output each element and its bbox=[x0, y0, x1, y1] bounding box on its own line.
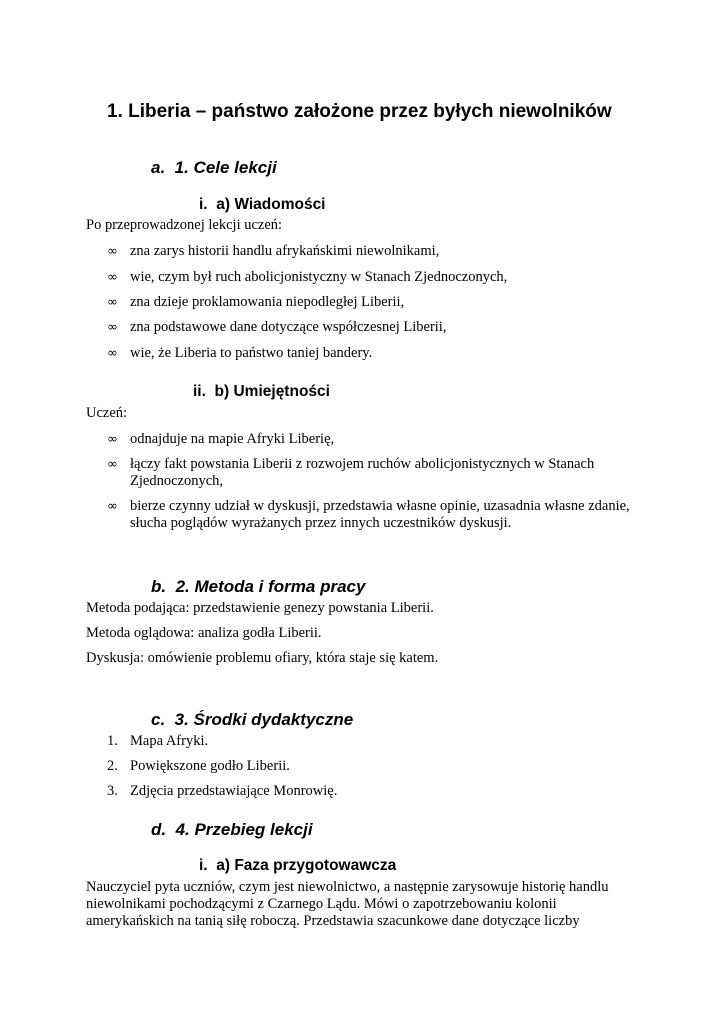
infinity-bullet-icon: ∞ bbox=[107, 499, 118, 514]
method-line: Metoda podająca: przedstawienie genezy powstania Liberii. bbox=[86, 600, 434, 616]
umiejetnosci-intro: Uczeń: bbox=[86, 405, 128, 421]
subsection-title: b) Umiejętności bbox=[214, 383, 330, 400]
list-item bbox=[107, 431, 647, 448]
list-item-text: Mapa Afryki. bbox=[130, 733, 209, 749]
list-item-text: zna zarys historii handlu afrykańskimi niewolnikami, bbox=[130, 243, 440, 259]
infinity-bullet-icon: ∞ bbox=[107, 346, 118, 361]
section-a-title: 1. Cele lekcji bbox=[174, 158, 277, 177]
paragraph-line: amerykańskich na tanią siłę roboczą. Przedstawia szacunkowe dane dotyczące liczby bbox=[86, 913, 580, 929]
list-item bbox=[107, 269, 647, 286]
list-item-text: odnajduje na mapie Afryki Liberię, bbox=[130, 431, 335, 447]
list-item bbox=[107, 783, 647, 800]
subsection-numeral: i. bbox=[199, 196, 208, 213]
subsection-title: a) Wiadomości bbox=[216, 196, 326, 213]
subsection-numeral: i. bbox=[199, 857, 208, 874]
list-item-text: wie, czym był ruch abolicjonistyczny w Stanach Zjednoczonych, bbox=[130, 269, 508, 285]
page-title: 1. Liberia – państwo założone przez byłych niewolników bbox=[107, 101, 612, 122]
infinity-bullet-icon: ∞ bbox=[107, 295, 118, 310]
list-item-text: wie, że Liberia to państwo taniej bandery. bbox=[130, 345, 373, 361]
section-c-heading bbox=[151, 710, 353, 730]
list-item-text: bierze czynny udział w dyskusji, przedstawia własne opinie, uzasadnia własne zdanie, słucha poglądów wyrażanych przez innych uczestników dyskusji. bbox=[130, 498, 630, 531]
list-item-text: Powiększone godło Liberii. bbox=[130, 758, 290, 774]
list-number: 1. bbox=[107, 733, 118, 749]
list-item bbox=[107, 733, 647, 750]
infinity-bullet-icon: ∞ bbox=[107, 432, 118, 447]
method-line: Dyskusja: omówienie problemu ofiary, która staje się katem. bbox=[86, 650, 439, 666]
infinity-bullet-icon: ∞ bbox=[107, 457, 118, 472]
list-item-text: zna dzieje proklamowania niepodległej Liberii, bbox=[130, 294, 405, 310]
subsection-wiadomosci-heading bbox=[199, 196, 326, 214]
list-item-text: Zdjęcia przedstawiające Monrowię. bbox=[130, 783, 338, 799]
section-d-letter: d. bbox=[151, 820, 167, 839]
list-item bbox=[107, 319, 647, 336]
list-item bbox=[107, 498, 647, 532]
section-b-letter: b. bbox=[151, 577, 167, 596]
wiadomosci-intro: Po przeprowadzonej lekcji uczeń: bbox=[86, 217, 283, 233]
section-a-heading bbox=[151, 158, 277, 178]
paragraph-line: Nauczyciel pyta uczniów, czym jest niewolnictwo, a następnie zarysowuje historię handlu bbox=[86, 879, 609, 895]
list-item bbox=[107, 294, 647, 311]
subsection-faza-heading bbox=[199, 857, 396, 875]
list-item bbox=[107, 758, 647, 775]
paragraph-line: niewolnikami pochodzącymi z Czarnego Lądu. Mówi o zapotrzebowaniu kolonii bbox=[86, 896, 557, 912]
list-number: 2. bbox=[107, 758, 118, 774]
section-c-title: 3. Środki dydaktyczne bbox=[174, 710, 354, 729]
infinity-bullet-icon: ∞ bbox=[107, 244, 118, 259]
list-item bbox=[107, 243, 647, 260]
subsection-title: a) Faza przygotowawcza bbox=[216, 857, 397, 874]
section-b-heading bbox=[151, 577, 365, 597]
infinity-bullet-icon: ∞ bbox=[107, 320, 118, 335]
list-item bbox=[107, 345, 647, 362]
section-d-heading bbox=[151, 820, 313, 840]
list-item-text: łączy fakt powstania Liberii z rozwojem ruchów abolicjonistycznych w Stanach Zjednoczonych, bbox=[130, 456, 595, 489]
section-a-letter: a. bbox=[151, 158, 166, 177]
subsection-numeral: ii. bbox=[193, 383, 206, 400]
method-line: Metoda oglądowa: analiza godła Liberii. bbox=[86, 625, 322, 641]
list-item bbox=[107, 456, 647, 490]
section-c-letter: c. bbox=[151, 710, 166, 729]
section-b-title: 2. Metoda i forma pracy bbox=[175, 577, 366, 596]
infinity-bullet-icon: ∞ bbox=[107, 270, 118, 285]
section-d-title: 4. Przebieg lekcji bbox=[175, 820, 313, 839]
list-item-text: zna podstawowe dane dotyczące współczesnej Liberii, bbox=[130, 319, 447, 335]
list-number: 3. bbox=[107, 783, 118, 799]
subsection-umiejetnosci-heading bbox=[193, 383, 330, 401]
